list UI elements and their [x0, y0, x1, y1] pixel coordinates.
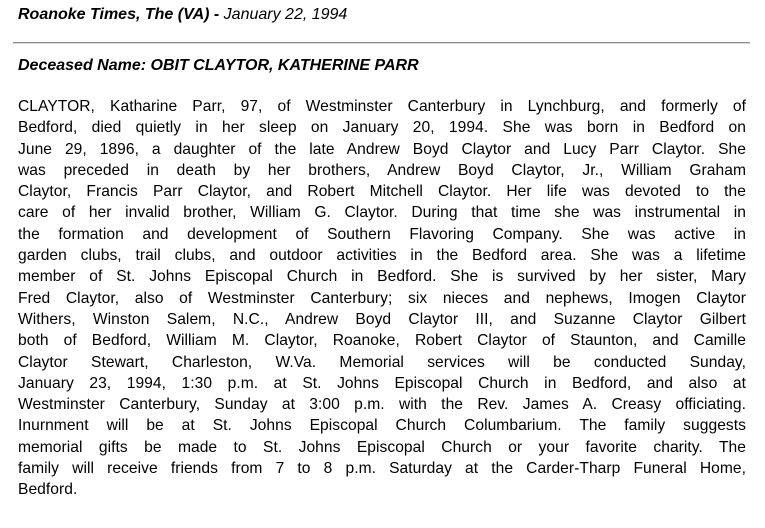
obituary-line: Bedford. — [18, 481, 78, 499]
obituary-line: both of Bedford, William M. Claytor, Roanoke, Robert Claytor of Staunton, and Camille — [18, 332, 746, 350]
obituary-line: Claytor, Francis Parr Claytor, and Robert Mitchell Claytor. Her life was devoted to the — [18, 183, 746, 201]
obituary-line: Westminster Canterbury, Sunday at 3:00 p.m. with the Rev. James A. Creasy officiating. — [18, 396, 746, 414]
obituary-line: was preceded in death by her brothers, Andrew Boyd Claytor, Jr., William Graham — [18, 161, 746, 179]
deceased-label: Deceased Name: — [18, 57, 151, 74]
obituary-line: family will receive friends from 7 to 8 p.m. Saturday at the Carder-Tharp Funeral Home, — [18, 460, 746, 478]
obituary-line: CLAYTOR, Katharine Parr, 97, of Westminster Canterbury in Lynchburg, and formerly of — [18, 98, 746, 115]
deceased-name-line — [18, 57, 419, 75]
obituary-line: Withers, Winston Salem, N.C., Andrew Boyd Claytor III, and Suzanne Claytor Gilbert — [18, 310, 746, 328]
obituary-line: the formation and development of Southern Flavoring Company. She was active in — [18, 225, 746, 243]
deceased-name: OBIT CLAYTOR, KATHERINE PARR — [150, 57, 419, 74]
obituary-line: Fred Claytor, also of Westminster Canterbury; six nieces and nephews, Imogen Claytor — [18, 289, 746, 307]
obituary-line: garden clubs, trail clubs, and outdoor activities in the Bedford area. She was a lifetime — [18, 247, 746, 265]
obituary-text — [18, 96, 746, 501]
header-divider — [13, 42, 750, 44]
obituary-line: Inurnment will be at St. Johns Episcopal Church Columbarium. The family suggests — [18, 417, 746, 435]
publication-date: January 22, 1994 — [223, 6, 348, 23]
publication-header — [18, 6, 347, 24]
obituary-line: memorial gifts be made to St. Johns Episcopal Church or your favorite charity. The — [18, 438, 746, 456]
publication-source: Roanoke Times, The (VA) — [18, 6, 210, 23]
obituary-line: Claytor Stewart, Charleston, W.Va. Memorial services will be conducted Sunday, — [18, 353, 746, 371]
obituary-line: member of St. Johns Episcopal Church in Bedford. She is survived by her sister, Mary — [18, 268, 746, 286]
obituary-line: Bedford, died quietly in her sleep on January 20, 1994. She was born in Bedford on — [18, 119, 746, 137]
obituary-line: June 29, 1896, a daughter of the late Andrew Boyd Claytor and Lucy Parr Claytor. She — [18, 140, 746, 158]
header-separator: - — [209, 6, 224, 23]
obituary-line: January 23, 1994, 1:30 p.m. at St. Johns Episcopal Church in Bedford, and also at — [18, 374, 746, 392]
obituary-line: care of her invalid brother, William G. Claytor. During that time she was instrumental in — [18, 204, 746, 222]
